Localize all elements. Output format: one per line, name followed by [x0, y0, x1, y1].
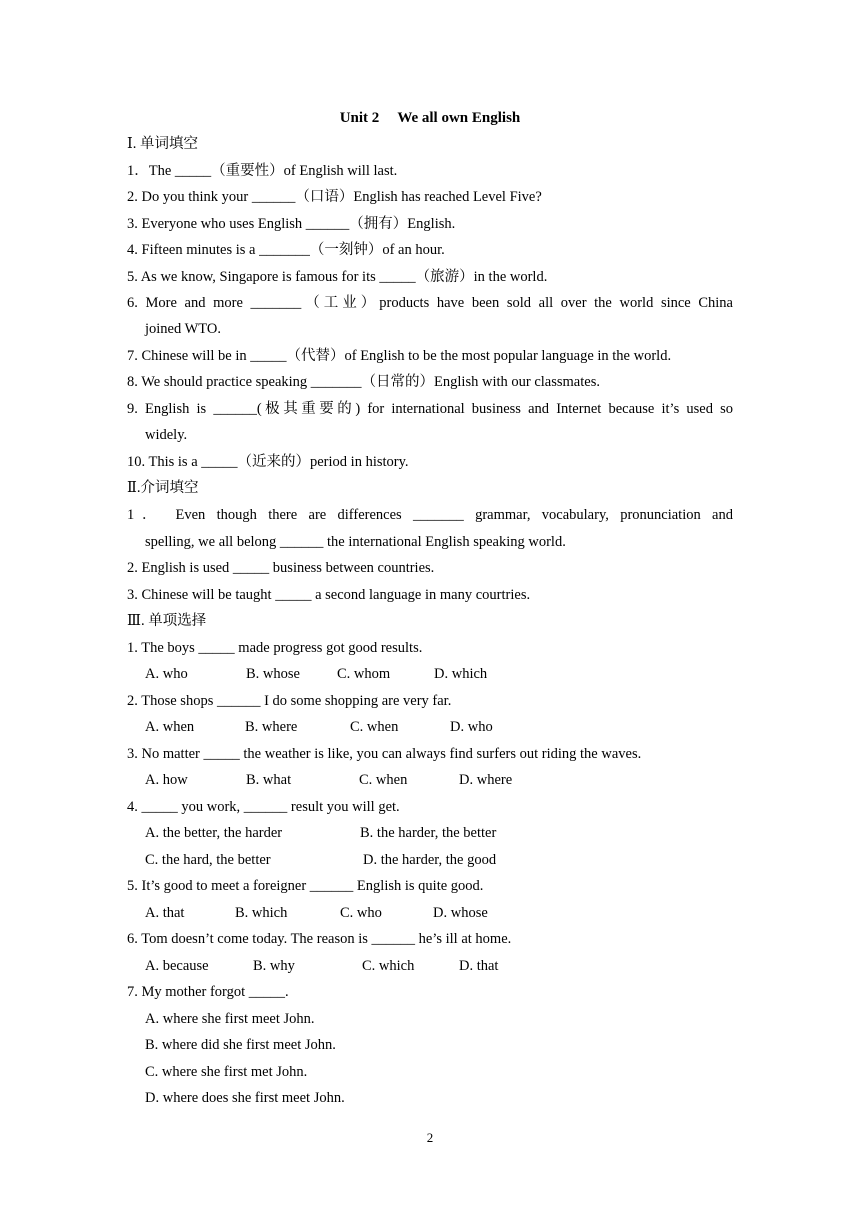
option-b: B. whose	[246, 666, 300, 682]
option-c: C. when	[359, 772, 408, 788]
option-a: A. how	[145, 772, 188, 788]
question-2-1: 1． Even though there are differences _______ grammar, vocabulary, pronunciation and	[127, 507, 733, 523]
option-d: D. which	[434, 666, 488, 682]
question-2-1-continued: spelling, we all belong ______ the international English speaking world.	[145, 534, 566, 550]
question-3-7: 7. My mother forgot _____.	[127, 984, 289, 1000]
option-a: A. because	[145, 958, 209, 974]
option-a: A. the better, the harder	[145, 825, 283, 841]
question-3-7-option-b: B. where did she first meet John.	[145, 1037, 336, 1053]
question-1-4: 4. Fifteen minutes is a _______（一刻钟）of an hour.	[127, 242, 445, 258]
question-1-8: 8. We should practice speaking _______（日常的）English with our classmates.	[127, 374, 600, 390]
page-title	[0, 106, 860, 130]
question-1-1: 1．The _____（重要性）of English will last.	[127, 163, 398, 179]
option-a: A. that	[145, 905, 185, 921]
question-3-6: 6. Tom doesn’t come today. The reason is ______ he’s ill at home.	[127, 931, 512, 947]
question-3-7-option-a: A. where she first meet John.	[145, 1011, 315, 1027]
question-3-7-option-d: D. where does she first meet John.	[145, 1090, 345, 1106]
question-3-3: 3. No matter _____ the weather is like, you can always find surfers out riding the waves.	[127, 746, 642, 762]
question-3-7-option-c: C. where she first met John.	[145, 1064, 308, 1080]
question-1-2: 2. Do you think your ______（口语）English has reached Level Five?	[127, 189, 542, 205]
question-3-2: 2. Those shops ______ I do some shopping are very far.	[127, 693, 452, 709]
option-c: C. the hard, the better	[145, 852, 271, 868]
question-2-2: 2. English is used _____ business between countries.	[127, 560, 435, 576]
option-d: D. the harder, the good	[363, 852, 497, 868]
option-c: C. who	[340, 905, 382, 921]
option-b: B. the harder, the better	[360, 825, 497, 841]
option-b: B. where	[245, 719, 298, 735]
question-3-5: 5. It’s good to meet a foreigner ______ English is quite good.	[127, 878, 484, 894]
section-heading-prepositions: Ⅱ.介词填空	[127, 480, 199, 496]
option-c: C. when	[350, 719, 399, 735]
option-d: D. whose	[433, 905, 488, 921]
option-a: A. when	[145, 719, 195, 735]
question-1-5: 5. As we know, Singapore is famous for its _____（旅游）in the world.	[127, 269, 548, 285]
option-d: D. who	[450, 719, 493, 735]
section-heading-multiple-choice: Ⅲ. 单项选择	[127, 613, 207, 629]
question-3-4: 4. _____ you work, ______ result you will get.	[127, 799, 400, 815]
question-1-9-continued: widely.	[145, 427, 188, 443]
option-a: A. who	[145, 666, 188, 682]
option-c: C. whom	[337, 666, 391, 682]
option-b: B. why	[253, 958, 295, 974]
question-2-3: 3. Chinese will be taught _____ a second language in many courtries.	[127, 587, 531, 603]
question-1-3: 3. Everyone who uses English ______（拥有）English.	[127, 216, 456, 232]
question-1-10: 10. This is a _____（近来的）period in history.	[127, 454, 409, 470]
title-unit: Unit 2	[339, 110, 380, 126]
option-b: B. which	[235, 905, 288, 921]
option-d: D. that	[459, 958, 499, 974]
question-1-7: 7. Chinese will be in _____（代替）of English to be the most popular language in the world.	[127, 348, 672, 364]
title-name: We all own English	[397, 110, 521, 126]
option-b: B. what	[246, 772, 292, 788]
option-c: C. which	[362, 958, 415, 974]
option-d: D. where	[459, 772, 513, 788]
question-1-6: 6. More and more _______（工业）products have been sold all over the world since China	[127, 295, 733, 311]
question-3-1: 1. The boys _____ made progress got good results.	[127, 640, 423, 656]
question-1-6-continued: joined WTO.	[145, 321, 221, 337]
page-number: 2	[426, 1130, 434, 1145]
question-1-9: 9. English is ______(极其重要的) for international business and Internet because it’s used so	[127, 401, 733, 417]
section-heading-vocabulary: Ⅰ. 单词填空	[127, 136, 198, 152]
